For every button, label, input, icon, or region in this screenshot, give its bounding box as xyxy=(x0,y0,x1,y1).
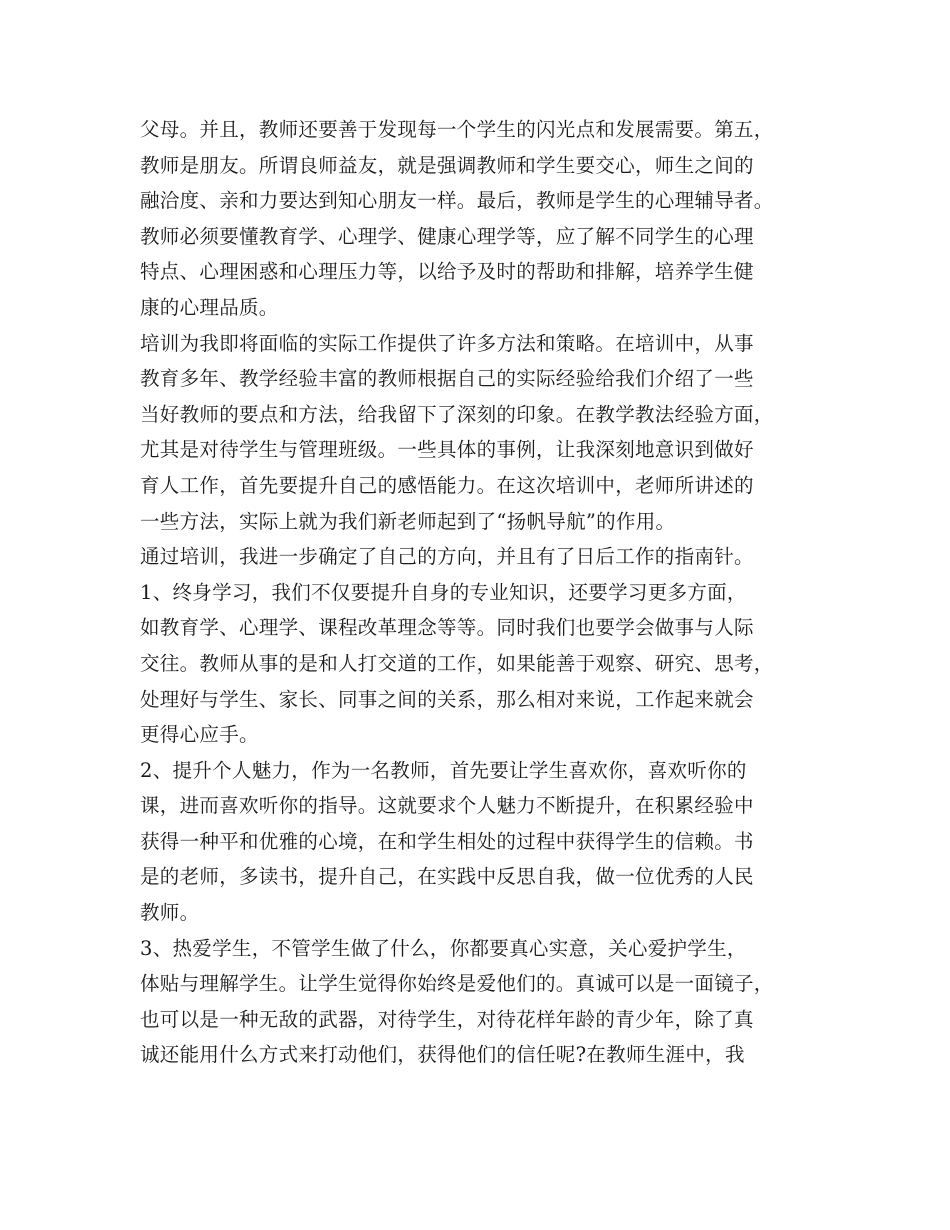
text-line: 交往。教师从事的是和人打交道的工作，如果能善于观察、研究、思考， xyxy=(140,651,774,675)
text-line: 一些方法，实际上就为我们新老师起到了“扬帆导航”的作用。 xyxy=(140,509,676,533)
text-line: 融洽度、亲和力要达到知心朋友一样。最后，教师是学生的心理辅导者。 xyxy=(140,189,774,213)
text-line: 2、提升个人魅力，作为一名教师，首先要让学生喜欢你，喜欢听你的 xyxy=(140,758,747,782)
text-line: 尤其是对待学生与管理班级。一些具体的事例，让我深刻地意识到做好 xyxy=(140,438,754,462)
text-line: 是的老师，多读书，提升自己，在实践中反思自我，做一位优秀的人民 xyxy=(140,865,754,889)
text-line: 教师。 xyxy=(140,901,200,925)
text-line: 特点、心理困惑和心理压力等，以给予及时的帮助和排解，培养学生健 xyxy=(140,260,754,284)
text-line: 如教育学、心理学、课程改革理念等等。同时我们也要学会做事与人际 xyxy=(140,616,754,640)
text-line: 1、终身学习，我们不仅要提升自身的专业知识，还要学习更多方面， xyxy=(140,580,747,604)
text-line: 教师必须要懂教育学、心理学、健康心理学等，应了解不同学生的心理 xyxy=(140,224,754,248)
document-body xyxy=(140,112,812,1073)
paragraph-training-methods xyxy=(140,326,812,540)
text-line: 也可以是一种无敌的武器，对待学生，对待花样年龄的青少年，除了真 xyxy=(140,1007,754,1031)
text-line: 获得一种平和优雅的心境，在和学生相处的过程中获得学生的信赖。书 xyxy=(140,829,754,853)
text-line: 当好教师的要点和方法，给我留下了深刻的印象。在教学教法经验方面， xyxy=(140,402,774,426)
text-line: 培训为我即将面临的实际工作提供了许多方法和策略。在培训中，从事 xyxy=(140,331,754,355)
text-line: 康的心理品质。 xyxy=(140,295,279,319)
paragraph-teacher-roles xyxy=(140,112,812,326)
text-line: 更得心应手。 xyxy=(140,723,259,747)
text-line: 课，进而喜欢听你的指导。这就要求个人魅力不断提升，在积累经验中 xyxy=(140,794,754,818)
paragraph-direction xyxy=(140,539,812,575)
text-line: 教育多年、教学经验丰富的教师根据自己的实际经验给我们介绍了一些 xyxy=(140,367,754,391)
paragraph-point-2 xyxy=(140,753,812,931)
text-line: 诚还能用什么方式来打动他们，获得他们的信任呢?在教师生涯中，我 xyxy=(140,1043,745,1067)
text-line: 教师是朋友。所谓良师益友，就是强调教师和学生要交心，师生之间的 xyxy=(140,153,754,177)
text-line: 父母。并且，教师还要善于发现每一个学生的闪光点和发展需要。第五， xyxy=(140,118,774,141)
paragraph-point-1 xyxy=(140,575,812,753)
text-line: 育人工作，首先要提升自己的感悟能力。在这次培训中，老师所讲述的 xyxy=(140,473,754,497)
text-line: 通过培训，我进一步确定了自己的方向，并且有了日后工作的指南针。 xyxy=(140,545,754,569)
text-line: 3、热爱学生，不管学生做了什么，你都要真心实意，关心爱护学生， xyxy=(140,936,747,960)
paragraph-point-3 xyxy=(140,931,812,1073)
text-line: 处理好与学生、家长、同事之间的关系，那么相对来说，工作起来就会 xyxy=(140,687,754,711)
text-line: 体贴与理解学生。让学生觉得你始终是爱他们的。真诚可以是一面镜子， xyxy=(140,972,774,996)
